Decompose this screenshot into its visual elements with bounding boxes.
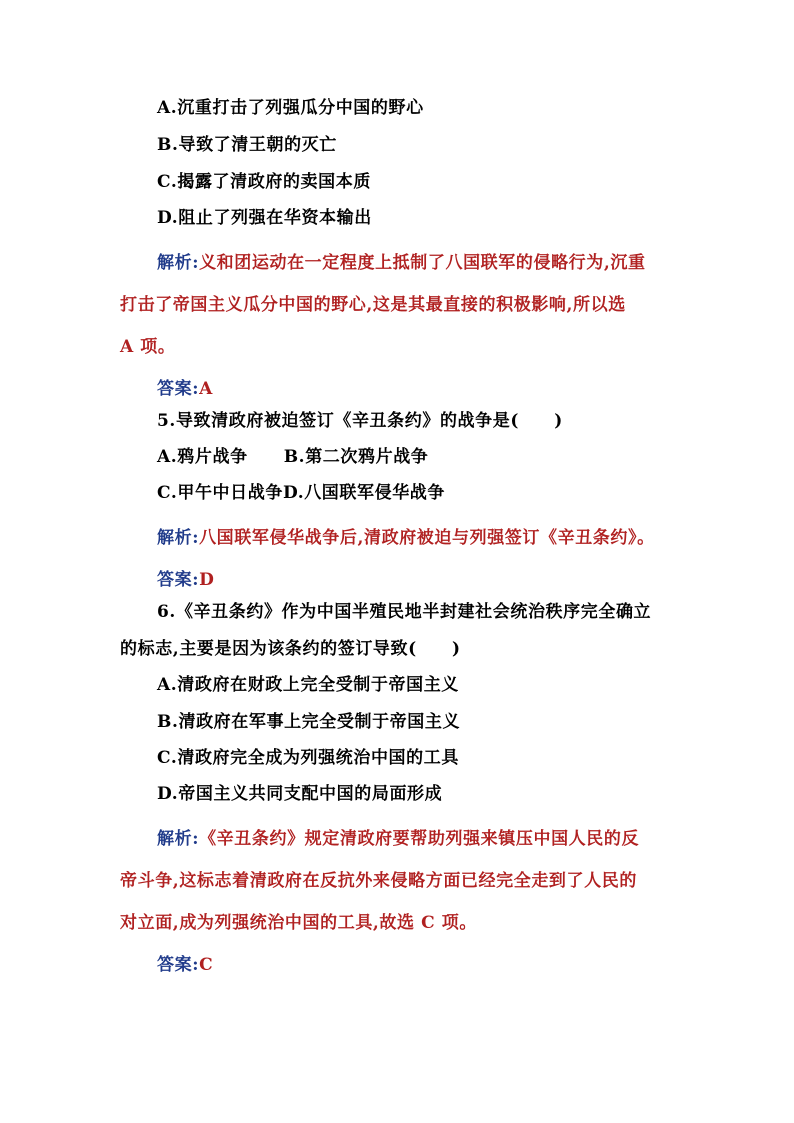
- analysis-label: 解析:: [157, 528, 200, 548]
- q6-question-line-2: 的标志,主要是因为该条约的签订导致( ): [120, 639, 461, 659]
- answer-value: C: [199, 955, 214, 975]
- q5-options-row-2: [157, 481, 445, 505]
- q6-analysis: [157, 827, 639, 851]
- q4-analysis-line-3: A 项。: [120, 337, 176, 357]
- q5-options-row-1: [157, 445, 428, 469]
- analysis-label: 解析:: [157, 253, 200, 273]
- answer-label: 答案:: [157, 570, 200, 590]
- q5-option-d: D.八国联军侵华战争: [282, 483, 446, 503]
- q5-option-c: C.甲午中日战争: [157, 483, 283, 503]
- q4-option-a: A.沉重打击了列强瓜分中国的野心: [157, 98, 424, 118]
- q4-analysis-line-2: 打击了帝国主义瓜分中国的野心,这是其最直接的积极影响,所以选: [120, 295, 626, 315]
- q5-option-b: B.第二次鸦片战争: [283, 447, 429, 467]
- q5-option-a: A.鸦片战争: [157, 447, 248, 467]
- analysis-text: 《辛丑条约》规定清政府要帮助列强来镇压中国人民的反: [199, 829, 640, 849]
- q6-option-a: A.清政府在财政上完全受制于帝国主义: [157, 675, 459, 695]
- q5-analysis: [157, 526, 655, 550]
- q6-answer: [157, 953, 213, 977]
- q6-option-c: C.清政府完全成为列强统治中国的工具: [157, 748, 459, 768]
- q4-option-d: D.阻止了列强在华资本输出: [157, 208, 372, 228]
- answer-label: 答案:: [157, 955, 200, 975]
- q6-question-line-1: 6.《辛丑条约》作为中国半殖民地半封建社会统治秩序完全确立: [157, 602, 652, 622]
- q5-answer: [157, 568, 214, 592]
- q6-option-b: B.清政府在军事上完全受制于帝国主义: [157, 712, 461, 732]
- q6-option-d: D.帝国主义共同支配中国的局面形成: [157, 784, 443, 804]
- answer-value: A: [199, 379, 213, 399]
- q5-question: 5.导致清政府被迫签订《辛丑条约》的战争是( ): [157, 411, 563, 431]
- answer-label: 答案:: [157, 379, 200, 399]
- q4-analysis: [157, 251, 646, 275]
- analysis-text: 八国联军侵华战争后,清政府被迫与列强签订《辛丑条约》。: [199, 528, 655, 548]
- q4-option-c: C.揭露了清政府的卖国本质: [157, 172, 371, 192]
- q4-option-b: B.导致了清王朝的灭亡: [157, 135, 337, 155]
- q6-analysis-line-2: 帝斗争,这标志着清政府在反抗外来侵略方面已经完全走到了人民的: [120, 871, 637, 891]
- q4-answer: [157, 377, 213, 401]
- answer-value: D: [199, 570, 215, 590]
- q6-analysis-line-3: 对立面,成为列强统治中国的工具,故选 C 项。: [120, 913, 478, 933]
- analysis-text: 义和团运动在一定程度上抵制了八国联军的侵略行为,沉重: [199, 253, 646, 273]
- analysis-label: 解析:: [157, 829, 200, 849]
